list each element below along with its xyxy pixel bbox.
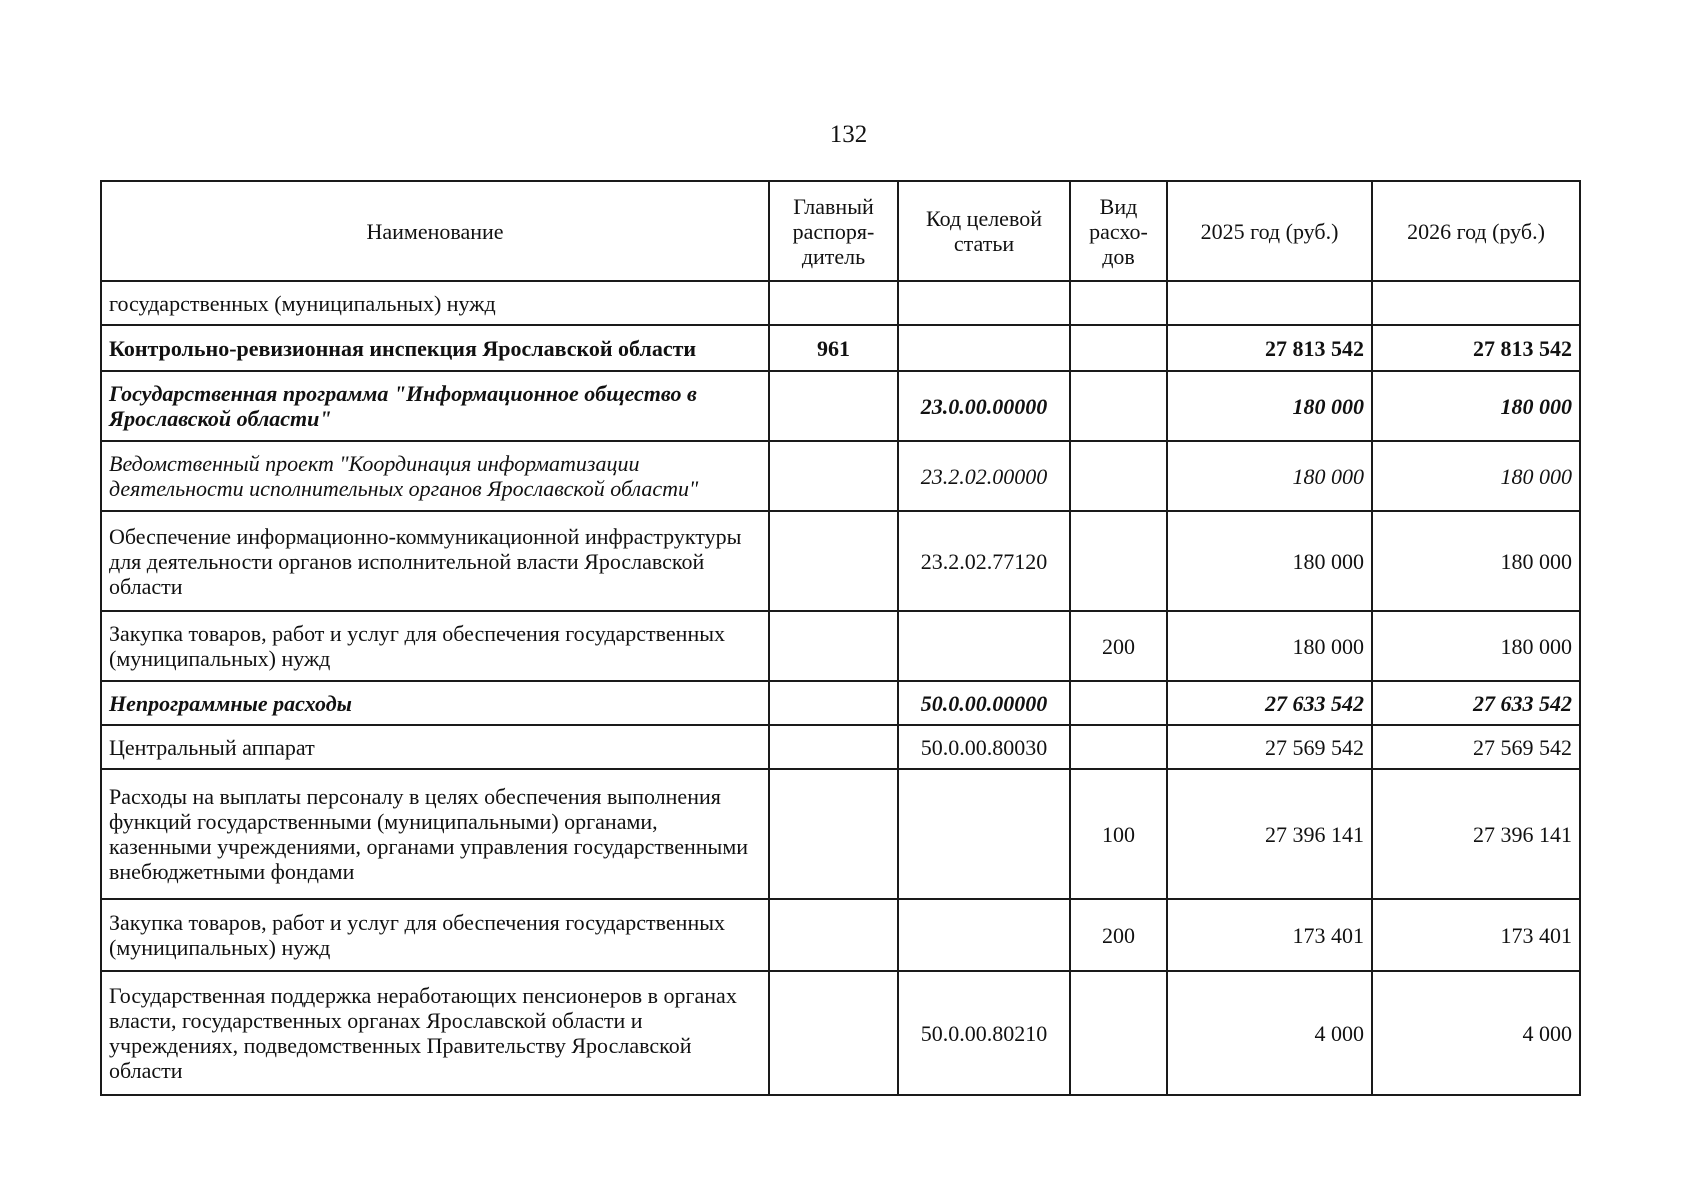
row-2025: 180 000 [1167,371,1372,441]
row-kind [1070,725,1167,769]
row-name: Ведомственный проект "Координация информатизации деятельности исполнительных органов Ярославской области" [101,441,769,511]
row-2026: 173 401 [1372,899,1580,971]
row-name: Контрольно-ревизионная инспекция Ярославской области [101,325,769,371]
row-name: Обеспечение информационно-коммуникационной инфраструктуры для деятельности органов исполнительной власти Ярославской области [101,511,769,611]
row-2025: 180 000 [1167,441,1372,511]
row-2025: 27 633 542 [1167,681,1372,725]
row-code: 23.2.02.00000 [898,441,1070,511]
table-row [101,611,1580,681]
row-2026: 27 396 141 [1372,769,1580,899]
table-header-row [101,181,1580,281]
table-row [101,725,1580,769]
row-code [898,281,1070,325]
header-code: Код целевой статьи [898,181,1070,281]
row-admin [769,899,898,971]
row-code: 23.2.02.77120 [898,511,1070,611]
row-admin [769,769,898,899]
row-name: Центральный аппарат [101,725,769,769]
row-2026: 180 000 [1372,511,1580,611]
budget-table [100,180,1581,1096]
table-row [101,325,1580,371]
table-row [101,441,1580,511]
row-code: 50.0.00.80030 [898,725,1070,769]
row-admin [769,371,898,441]
row-2025: 4 000 [1167,971,1372,1095]
row-kind [1070,371,1167,441]
row-admin [769,611,898,681]
table-row [101,681,1580,725]
row-admin [769,441,898,511]
row-2026: 4 000 [1372,971,1580,1095]
row-kind: 200 [1070,899,1167,971]
table-row [101,281,1580,325]
row-name: Закупка товаров, работ и услуг для обеспечения государственных (муниципальных) нужд [101,611,769,681]
row-2025: 180 000 [1167,611,1372,681]
row-admin [769,511,898,611]
row-2026: 180 000 [1372,441,1580,511]
row-kind [1070,971,1167,1095]
table-row [101,769,1580,899]
table-row [101,899,1580,971]
row-name: Расходы на выплаты персоналу в целях обеспечения выполнения функций государственными (муниципальными) органами, казенными учреждениями, органами управления государственными внебюджетными фондами [101,769,769,899]
header-2026: 2026 год (руб.) [1372,181,1580,281]
row-code [898,769,1070,899]
row-name: Непрограммные расходы [101,681,769,725]
row-name: Государственная программа "Информационное общество в Ярославской области" [101,371,769,441]
row-name: Государственная поддержка неработающих пенсионеров в органах власти, государственных органах Ярославской области и учреждениях, подведомственных Правительству Ярославской области [101,971,769,1095]
row-kind [1070,325,1167,371]
row-code: 50.0.00.80210 [898,971,1070,1095]
row-2025: 27 813 542 [1167,325,1372,371]
row-2025 [1167,281,1372,325]
row-kind [1070,281,1167,325]
page-number: 132 [829,121,868,148]
row-code [898,899,1070,971]
row-code: 50.0.00.00000 [898,681,1070,725]
row-kind [1070,441,1167,511]
row-kind [1070,511,1167,611]
row-code [898,611,1070,681]
row-2026 [1372,281,1580,325]
header-2025: 2025 год (руб.) [1167,181,1372,281]
table-row [101,371,1580,441]
row-2026: 180 000 [1372,371,1580,441]
row-code: 23.0.00.00000 [898,371,1070,441]
table-row [101,971,1580,1095]
row-2025: 180 000 [1167,511,1372,611]
row-code [898,325,1070,371]
row-kind [1070,681,1167,725]
row-2025: 173 401 [1167,899,1372,971]
header-kind: Вид расхо-дов [1070,181,1167,281]
row-kind: 100 [1070,769,1167,899]
row-admin [769,971,898,1095]
row-kind: 200 [1070,611,1167,681]
row-2026: 180 000 [1372,611,1580,681]
row-admin [769,725,898,769]
row-2025: 27 396 141 [1167,769,1372,899]
row-2025: 27 569 542 [1167,725,1372,769]
header-admin: Главный распоря-дитель [769,181,898,281]
table-row [101,511,1580,611]
row-admin [769,681,898,725]
row-admin: 961 [769,325,898,371]
header-name: Наименование [101,181,769,281]
row-name: Закупка товаров, работ и услуг для обеспечения государственных (муниципальных) нужд [101,899,769,971]
row-2026: 27 569 542 [1372,725,1580,769]
row-2026: 27 633 542 [1372,681,1580,725]
row-2026: 27 813 542 [1372,325,1580,371]
row-name: государственных (муниципальных) нужд [101,281,769,325]
row-admin [769,281,898,325]
